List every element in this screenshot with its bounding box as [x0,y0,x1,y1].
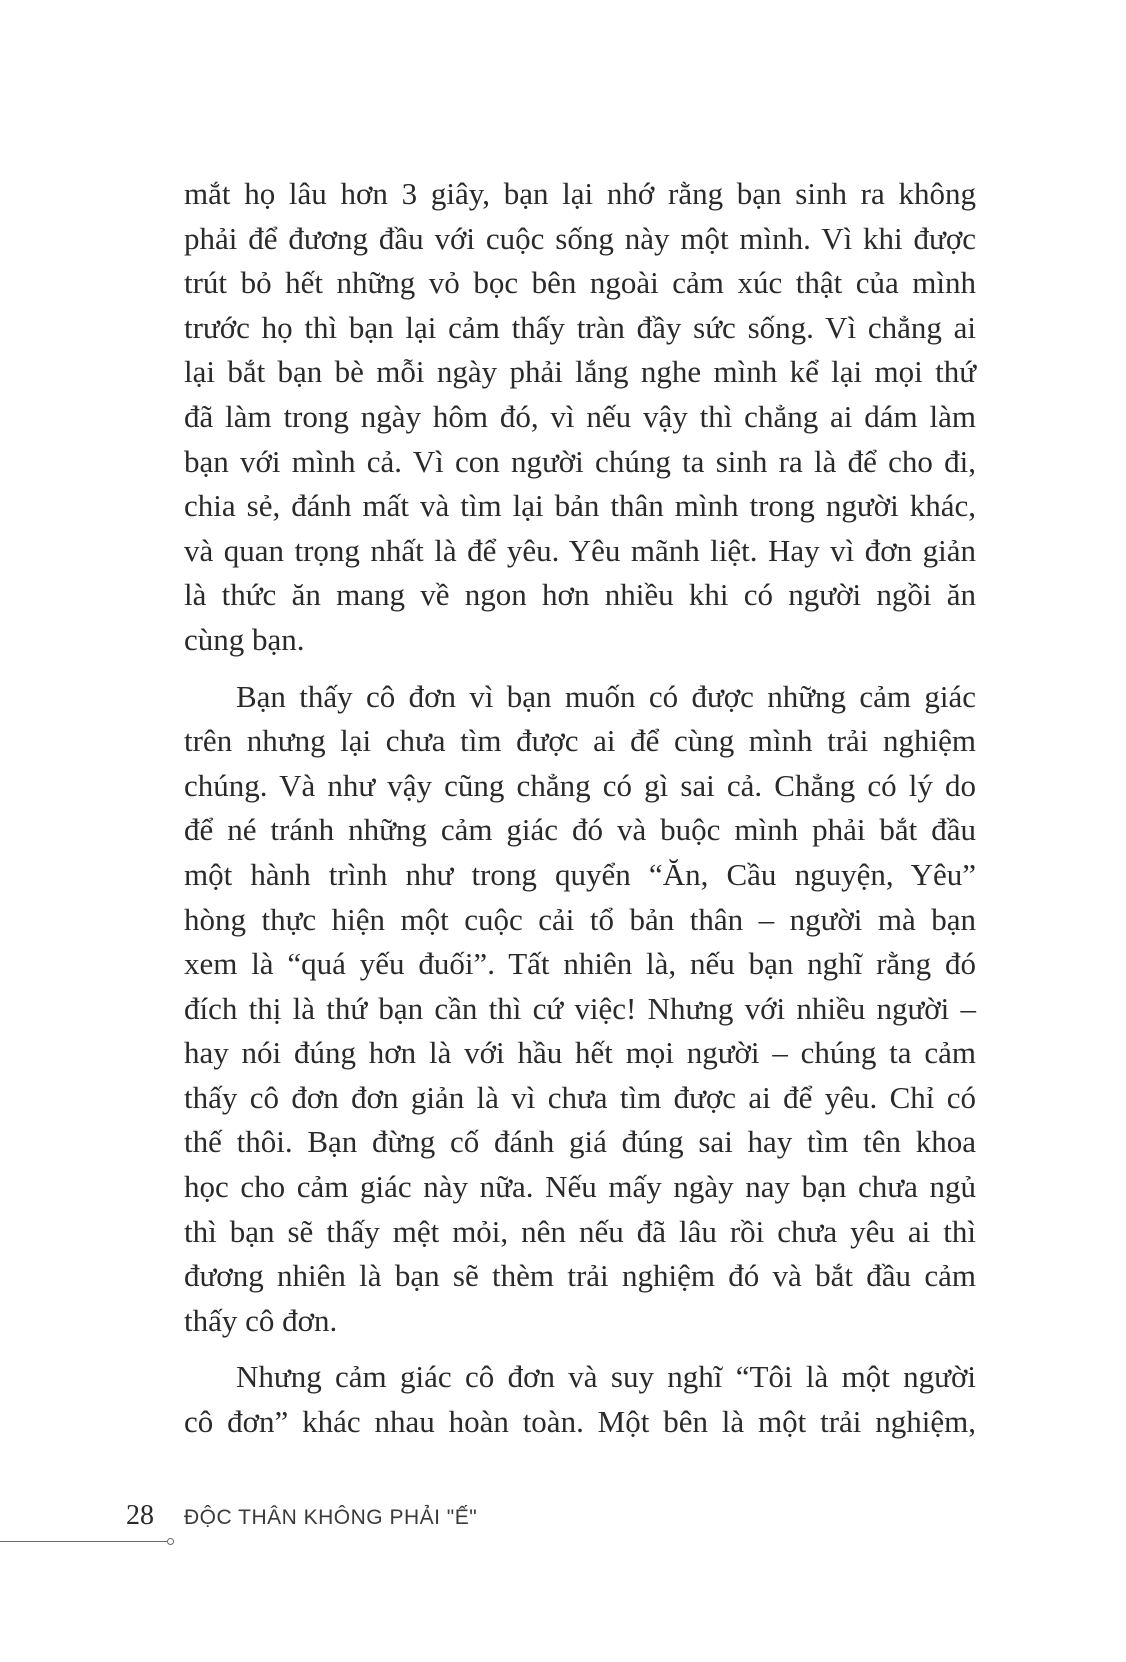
text-line: cùng bạn. [184,621,305,657]
text-line: bạn với mình cả. Vì con người chúng ta sinh ra là để cho đi, [184,443,976,479]
text-line: đích thị là thứ bạn cần thì cứ việc! Nhưng với nhiều người – [184,990,976,1026]
paragraph-1 [184,172,976,663]
text-line: phải để đương đầu với cuộc sống này một mình. Vì khi được [184,220,976,256]
text-line: hòng thực hiện một cuộc cải tổ bản thân – người mà bạn [184,901,976,937]
text-line: thế thôi. Bạn đừng cố đánh giá đúng sai hay tìm tên khoa [184,1124,976,1160]
text-line: là thức ăn mang về ngon hơn nhiều khi có người ngồi ăn [184,577,976,613]
text-line: trút bỏ hết những vỏ bọc bên ngoài cảm xúc thật của mình [184,265,976,301]
page-body [184,172,976,1457]
text-line: hay nói đúng hơn là với hầu hết mọi người – chúng ta cảm [184,1035,976,1071]
text-line: Bạn thấy cô đơn vì bạn muốn có được những cảm giác [236,678,976,714]
footer-rule [0,1541,168,1542]
text-line: đã làm trong ngày hôm đó, vì nếu vậy thì chẳng ai dám làm [184,398,976,434]
text-line: mắt họ lâu hơn 3 giây, bạn lại nhớ rằng bạn sinh ra không [184,176,976,211]
text-line: thì bạn sẽ thấy mệt mỏi, nên nếu đã lâu rồi chưa yêu ai thì [184,1213,976,1249]
page-footer [0,1500,1126,1560]
footer-dot-ornament [167,1538,174,1545]
paragraph-3 [184,1355,976,1444]
text-line: thấy cô đơn. [184,1302,338,1338]
text-line: lại bắt bạn bè mỗi ngày phải lắng nghe mình kể lại mọi thứ [184,354,976,390]
paragraph-2 [184,675,976,1344]
text-line: Nhưng cảm giác cô đơn và suy nghĩ “Tôi là một người [236,1359,976,1395]
text-line: xem là “quá yếu đuối”. Tất nhiên là, nếu bạn nghĩ rằng đó [184,946,976,982]
text-line: đương nhiên là bạn sẽ thèm trải nghiệm đó và bắt đầu cảm [184,1258,976,1294]
text-line: trước họ thì bạn lại cảm thấy tràn đầy sức sống. Vì chẳng ai [184,309,976,345]
text-line: thấy cô đơn đơn giản là vì chưa tìm được ai để yêu. Chỉ có [184,1079,976,1115]
text-line: để né tránh những cảm giác đó và buộc mình phải bắt đầu [184,812,976,848]
text-line: cô đơn” khác nhau hoàn toàn. Một bên là một trải nghiệm, [184,1404,976,1440]
text-line: và quan trọng nhất là để yêu. Yêu mãnh liệt. Hay vì đơn giản [184,532,976,568]
text-line: trên nhưng lại chưa tìm được ai để cùng mình trải nghiệm [184,723,976,759]
text-line: chia sẻ, đánh mất và tìm lại bản thân mình trong người khác, [184,488,976,524]
text-line: một hành trình như trong quyển “Ăn, Cầu nguyện, Yêu” [184,856,976,892]
running-title: ĐỘC THÂN KHÔNG PHẢI "Ế" [184,1506,478,1529]
text-line: học cho cảm giác này nữa. Nếu mấy ngày nay bạn chưa ngủ [184,1169,976,1205]
text-line: chúng. Và như vậy cũng chẳng có gì sai cả. Chẳng có lý do [184,767,976,803]
page-number: 28 [126,1500,154,1531]
